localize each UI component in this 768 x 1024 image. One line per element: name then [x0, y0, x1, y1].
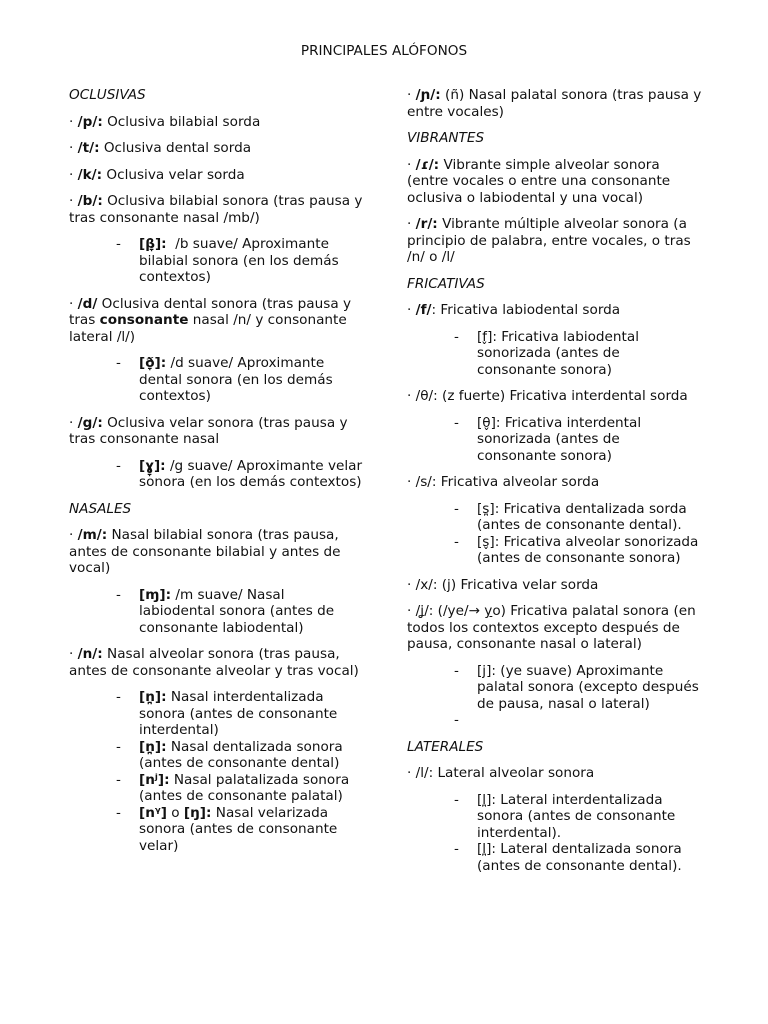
phoneme-symbol: /m/: [77, 527, 108, 543]
entry-description: Oclusiva bilabial sonora (tras pausa y tras consonante nasal /mb/) [69, 193, 363, 226]
entry-r-multiple [407, 216, 702, 266]
dash: - [116, 457, 121, 474]
dash: - [116, 355, 121, 371]
entry-description: : Fricativa labiodental sorda [431, 302, 621, 318]
bullet: · [407, 87, 412, 103]
bullet: · [407, 156, 412, 173]
subentry-description: /d suave/ Aproximante dental sonora (en los demás contextos) [139, 355, 333, 404]
subentry-description: [l̪]: Lateral interdentalizada sonora (antes de consonante interdental). [477, 791, 676, 841]
phoneme-symbol: /f/ [415, 302, 432, 318]
bullet: · [69, 527, 74, 543]
dash: - [116, 804, 121, 821]
entry-description: Nasal bilabial sonora (tras pausa, antes de consonante bilabial y antes de vocal) [69, 527, 341, 576]
entry-l: · /l/: Lateral alveolar sonora [407, 765, 595, 781]
bullet: · [407, 302, 412, 318]
entry-description: (ñ) Nasal palatal sonora (tras pausa y entre vocales) [407, 87, 702, 120]
subentry-f-allophone [407, 329, 702, 379]
phoneme-symbol: /d/ [77, 295, 98, 312]
subentry-l-allophone-1 [407, 792, 702, 842]
right-column [407, 87, 702, 874]
subentry-n-allophone-1 [69, 689, 364, 739]
bullet: · [69, 646, 74, 662]
bold-word: consonante [99, 312, 189, 328]
dash: - [454, 712, 459, 728]
entry-theta: · /θ/: (z fuerte) Fricativa interdental sorda [407, 388, 688, 404]
allophone-symbol: [ŋ]: [183, 804, 212, 821]
section-heading-laterales: LATERALES [407, 738, 484, 755]
entry-description: Oclusiva velar sorda [106, 166, 245, 183]
entry-description: · /ʝ/: (/ye/→ [407, 603, 485, 619]
allophone-symbol: [nᵞ] [139, 804, 167, 821]
subentry-s-allophone-2 [407, 534, 702, 567]
entry-j [407, 603, 702, 653]
subentry-description: /m suave/ Nasal labiodental sonora (antes de consonante labiodental) [139, 586, 335, 636]
allophone-symbol: [n̪]: [139, 689, 167, 705]
entry-s: · /s/: Fricativa alveolar sorda [407, 474, 600, 490]
subentry-l-allophone-2 [407, 841, 702, 874]
subentry-d-allophone [69, 355, 364, 405]
dash: - [454, 500, 459, 517]
entry-g [69, 415, 364, 448]
dash: - [116, 738, 121, 755]
phoneme-symbol: /g/: [77, 414, 103, 431]
subentry-b-allophone [69, 236, 364, 286]
subentry-description: [θ̬]: Fricativa interdental sonorizada (antes de consonante sonora) [477, 414, 642, 464]
subentry-n-allophone-3 [69, 772, 364, 805]
dash: - [454, 841, 459, 857]
bullet: · [69, 166, 74, 183]
subentry-j-allophone [407, 663, 702, 713]
bullet: · [69, 140, 74, 156]
subentry-description: Nasal palatalizada sonora (antes de consonante palatal) [139, 771, 350, 804]
allophone-symbol: [ɱ]: [139, 586, 172, 603]
section-heading-fricativas: FRICATIVAS [407, 275, 485, 292]
page-title: PRINCIPALES ALÓFONOS [300, 43, 468, 59]
entry-ny [407, 87, 702, 120]
subentry-m-allophone [69, 587, 364, 637]
dash: - [454, 533, 459, 550]
entry-b [69, 193, 364, 226]
subentry-description: [s̬]: Fricativa alveolar sonorizada (antes de consonante sonora) [477, 533, 699, 566]
phoneme-symbol: /p/: [77, 113, 103, 130]
phoneme-symbol: /r/: [415, 216, 438, 232]
subentry-description: Nasal interdentalizada sonora (antes de consonante interdental) [139, 689, 338, 738]
entry-description-cont: o) Fricativa palatal sonora (en todos los contextos excepto después de pausa, consonante nasal o lateral) [407, 603, 696, 652]
dash: - [454, 662, 459, 679]
entry-f [407, 302, 702, 319]
entry-description: Vibrante simple alveolar sonora (entre vocales o entre una consonante oclusiva o labiodental y una vocal) [407, 156, 671, 206]
phoneme-symbol: /b/: [77, 193, 103, 209]
allophone-symbol: [ð̞]: [139, 355, 167, 371]
allophone-symbol: [n̪]: [139, 738, 167, 755]
dash: - [454, 414, 459, 431]
phoneme-symbol: /ɾ/: [415, 156, 440, 173]
empty-subentry [407, 712, 702, 729]
bullet: · [69, 193, 74, 209]
subentry-description: [s̪]: Fricativa dentalizada sorda (antes de consonante dental). [477, 500, 687, 533]
bullet: · [69, 113, 74, 130]
dash: - [116, 689, 121, 705]
left-column [69, 87, 364, 854]
phoneme-symbol: /ɲ/: [415, 87, 441, 103]
entry-r-simple [407, 157, 702, 207]
subentry-description: [j]: (ye suave) Aproximante palatal sonora (excepto después de pausa, nasal o lateral) [477, 662, 699, 712]
entry-n [69, 646, 364, 679]
dash: - [454, 328, 459, 345]
entry-description-cont: nasal /n/ y consonante lateral /l/) [69, 312, 347, 345]
connector-word: o [171, 804, 180, 821]
entry-t [69, 140, 364, 157]
dash: - [116, 236, 121, 252]
underlined-letter: y [484, 603, 493, 619]
subentry-description: [l̪]: Lateral dentalizada sonora (antes de consonante dental). [477, 841, 682, 874]
subentry-g-allophone [69, 458, 364, 491]
subentry-s-allophone-1 [407, 501, 702, 534]
bullet: · [69, 295, 74, 312]
entry-description: Oclusiva bilabial sorda [107, 113, 261, 130]
subentry-description: /b suave/ Aproximante bilabial sonora (en los demás contextos) [139, 236, 339, 285]
allophone-symbol: [ɣ̞]: [139, 457, 166, 474]
subentry-description: /g suave/ Aproximante velar sonora (en los demás contextos) [139, 457, 363, 490]
subentry-description: Nasal dentalizada sonora (antes de consonante dental) [139, 738, 343, 771]
bullet: · [407, 216, 412, 232]
entry-k [69, 167, 364, 184]
subentry-description: Nasal velarizada sonora (antes de consonante velar) [139, 804, 338, 854]
section-heading-oclusivas: OCLUSIVAS [69, 87, 146, 103]
bullet: · [69, 414, 74, 431]
entry-description: Vibrante múltiple alveolar sonora (a principio de palabra, entre vocales, o tras /n/ o /l/ [407, 216, 691, 265]
subentry-theta-allophone [407, 415, 702, 465]
entry-description: Oclusiva velar sonora (tras pausa y tras consonante nasal [69, 414, 348, 447]
phoneme-symbol: /t/: [77, 140, 100, 156]
entry-d [69, 296, 364, 346]
dash: - [116, 586, 121, 603]
section-heading-vibrantes: VIBRANTES [407, 130, 485, 146]
phoneme-symbol: /k/: [77, 166, 103, 183]
allophone-symbol: [β̞]: [139, 236, 167, 252]
entry-description: Oclusiva dental sorda [103, 140, 252, 156]
entry-p [69, 114, 364, 131]
subentry-n-allophone-2 [69, 739, 364, 772]
entry-x: · /x/: (j) Fricativa velar sorda [407, 576, 599, 593]
dash: - [116, 771, 121, 788]
subentry-n-allophone-4 [69, 805, 364, 855]
section-heading-nasales: NASALES [69, 500, 132, 517]
entry-m [69, 527, 364, 577]
entry-description: Oclusiva dental sonora (tras pausa y tras [69, 295, 352, 328]
subentry-description: [f̬]: Fricativa labiodental sonorizada (antes de consonante sonora) [477, 328, 639, 378]
allophone-symbol: [nʲ]: [139, 771, 170, 788]
dash: - [454, 791, 459, 808]
entry-description: Nasal alveolar sonora (tras pausa, antes de consonante alveolar y tras vocal) [69, 646, 359, 679]
phoneme-symbol: /n/: [77, 646, 103, 662]
